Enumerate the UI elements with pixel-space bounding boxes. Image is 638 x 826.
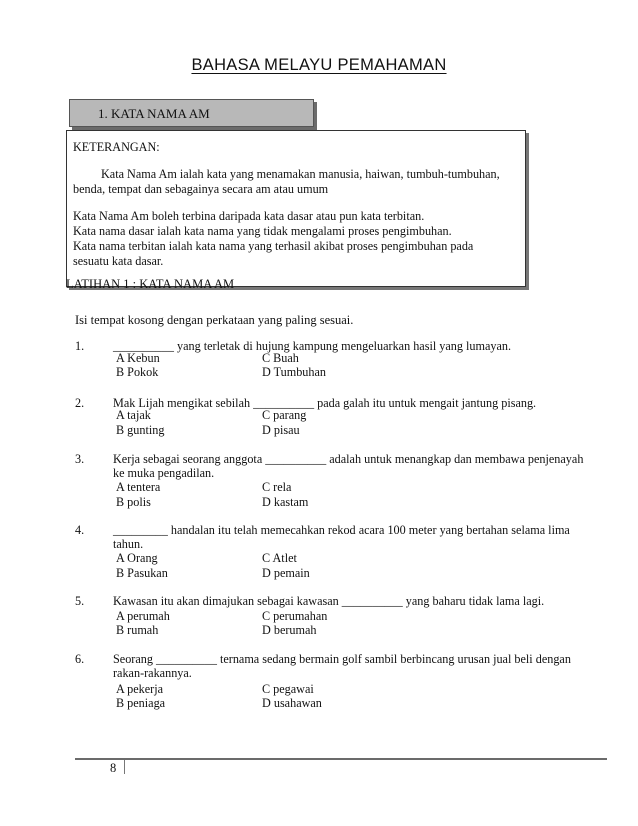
keterangan-heading: KETERANGAN: — [73, 140, 160, 154]
option-d: D pisau — [262, 423, 300, 437]
question-text: Mak Lijah mengikat sebilah __________ pada galah itu untuk mengait jantung pisang. — [113, 396, 537, 410]
section-heading: 1. KATA NAMA AM — [98, 106, 210, 121]
page-title-text: BAHASA MELAYU PEMAHAMAN — [191, 56, 447, 74]
keterangan-line: Kata nama terbitan ialah kata nama yang terhasil akibat proses pengimbuhan pada — [73, 239, 474, 253]
option-b: B rumah — [116, 623, 159, 637]
question-text: Kawasan itu akan dimajukan sebagai kawasan __________ yang baharu tidak lama lagi. — [113, 594, 545, 608]
section-heading-box — [69, 99, 314, 127]
question-number: 4. — [75, 523, 85, 537]
question-text: _________ handalan itu telah memecahkan rekod acara 100 meter yang bertahan selama lima — [113, 523, 570, 537]
keterangan-line: Kata nama dasar ialah kata nama yang tidak mengalami proses pengimbuhan. — [73, 224, 452, 238]
question-text-continued: tahun. — [113, 537, 144, 551]
page-title — [0, 56, 638, 75]
question-text: Seorang __________ ternama sedang bermain golf sambil berbincang urusan jual beli dengan — [113, 652, 571, 666]
option-d: D Tumbuhan — [262, 365, 327, 379]
exercise-heading: LATIHAN 1 : KATA NAMA AM — [66, 277, 235, 291]
option-c: C pegawai — [262, 682, 314, 696]
question-number: 1. — [75, 339, 85, 353]
option-a: A tajak — [116, 408, 151, 422]
option-b: B polis — [116, 495, 151, 509]
option-d: D berumah — [262, 623, 317, 637]
question-text: __________ yang terletak di hujung kampung mengeluarkan hasil yang lumayan. — [113, 339, 512, 353]
option-b: B Pokok — [116, 365, 159, 379]
option-c: C parang — [262, 408, 307, 422]
question-text-continued: rakan-rakannya. — [113, 666, 192, 680]
question-number: 3. — [75, 452, 85, 466]
question-number: 6. — [75, 652, 85, 666]
option-b: B gunting — [116, 423, 165, 437]
option-c: C Atlet — [262, 551, 297, 565]
option-d: D pemain — [262, 566, 310, 580]
question-text: Kerja sebagai seorang anggota __________ adalah untuk menangkap dan membawa penjenayah — [113, 452, 584, 466]
keterangan-line: benda, tempat dan sebagainya secara am atau umum — [73, 182, 329, 196]
option-a: A pekerja — [116, 682, 164, 696]
option-a: A Kebun — [116, 351, 160, 365]
question-number: 2. — [75, 396, 85, 410]
instruction-text: Isi tempat kosong dengan perkataan yang paling sesuai. — [75, 313, 354, 327]
page-number-divider — [124, 760, 125, 774]
keterangan-box — [66, 130, 526, 287]
option-a: A perumah — [116, 609, 170, 623]
option-c: C Buah — [262, 351, 299, 365]
option-b: B peniaga — [116, 696, 166, 710]
keterangan-line: Kata Nama Am ialah kata yang menamakan manusia, haiwan, tumbuh-tumbuhan, — [101, 167, 500, 181]
option-d: D usahawan — [262, 696, 322, 710]
keterangan-line: Kata Nama Am boleh terbina daripada kata dasar atau pun kata terbitan. — [73, 209, 425, 223]
option-c: C rela — [262, 480, 292, 494]
keterangan-line: sesuatu kata dasar. — [73, 254, 164, 268]
option-c: C perumahan — [262, 609, 328, 623]
option-b: B Pasukan — [116, 566, 168, 580]
footer-rule — [75, 758, 607, 760]
option-d: D kastam — [262, 495, 309, 509]
question-number: 5. — [75, 594, 85, 608]
question-text-continued: ke muka pengadilan. — [113, 466, 215, 480]
page-number: 8 — [110, 761, 117, 775]
option-a: A Orang — [116, 551, 158, 565]
option-a: A tentera — [116, 480, 161, 494]
